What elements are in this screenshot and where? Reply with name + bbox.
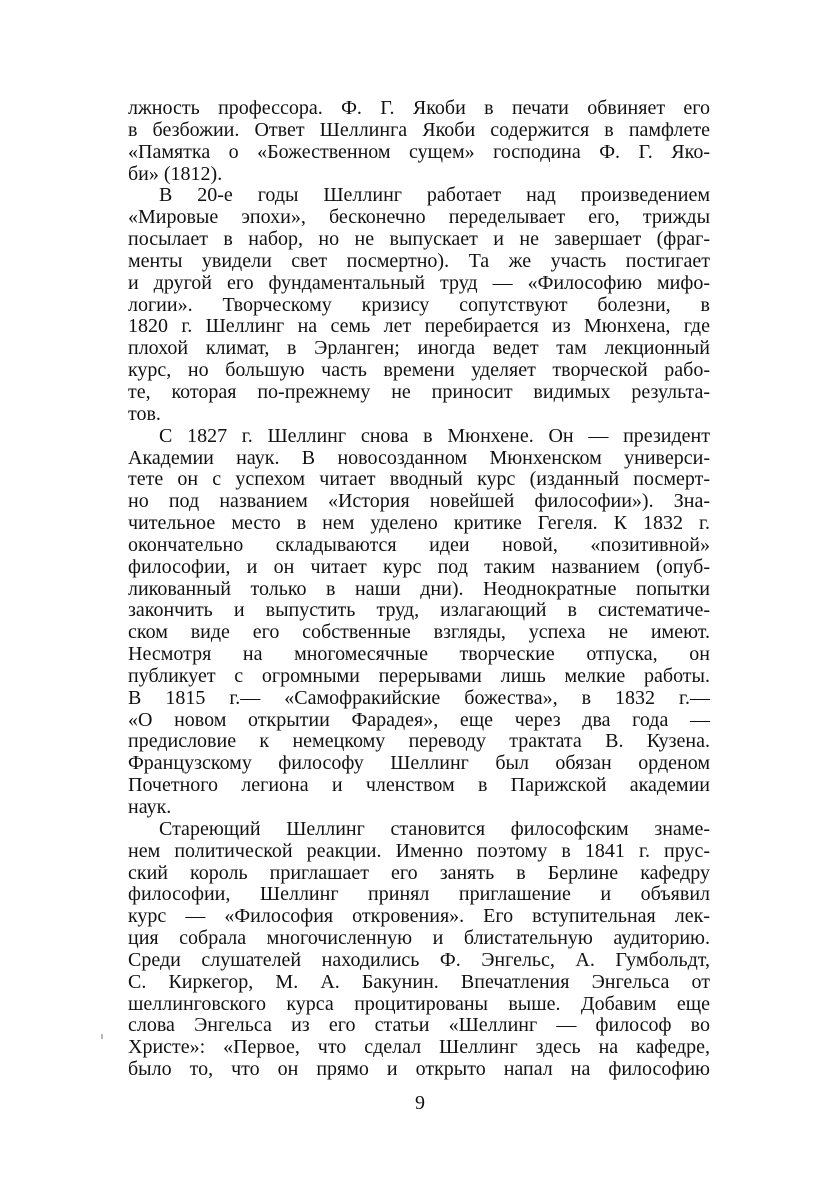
text-line: в безбожии. Ответ Шеллинга Якоби содержится в памфлете	[128, 118, 710, 141]
text-line: би» (1812).	[128, 162, 223, 185]
paragraph	[128, 185, 710, 425]
text-line: С 1827 г. Шеллинг снова в Мюнхене. Он — президент	[159, 424, 710, 447]
text-line: слова Энгельса из его статьи «Шеллинг — философ во	[128, 1014, 710, 1037]
text-line: было то, что он прямо и открыто напал на философию	[128, 1058, 710, 1081]
text-line: шеллинговского курса процитированы выше. Добавим еще	[128, 992, 710, 1015]
text-line: Стареющий Шеллинг становится философским знаме-	[159, 817, 710, 840]
text-line: те, которая по-прежнему не приносит видимых результа-	[128, 380, 710, 403]
text-line: «Мировые эпохи», бесконечно переделывает его, трижды	[128, 206, 710, 229]
text-line: «О новом открытии Фарадея», еще через два года —	[128, 708, 710, 731]
text-line: и другой его фундаментальный труд — «Философию мифо-	[128, 271, 710, 294]
text-line: наук.	[128, 796, 172, 818]
text-line: В 20-е годы Шеллинг работает над произведением	[159, 184, 710, 207]
text-line: ликованный только в наши дни). Неоднократные попытки	[128, 577, 710, 600]
text-line: Французскому философу Шеллинг был обязан орденом	[128, 752, 710, 775]
page-number: 9	[415, 1092, 425, 1114]
text-line: плохой климат, в Эрланген; иногда ведет там лекционный	[128, 337, 710, 360]
text-line: С. Киркегор, М. А. Бакунин. Впечатления Энгельса от	[128, 970, 710, 993]
text-line: ция собрала многочисленную и блистательную аудиторию.	[128, 927, 710, 950]
text-line: Христе»: «Первое, что сделал Шеллинг здесь на кафедре,	[128, 1036, 710, 1059]
text-line: чительное место в нем уделено критике Гегеля. К 1832 г.	[128, 512, 710, 535]
text-line: предисловие к немецкому переводу трактата В. Кузена.	[128, 730, 710, 753]
text-line: курс — «Философия откровения». Его вступительная лек-	[128, 905, 710, 928]
paragraph	[128, 98, 710, 185]
paragraph	[128, 426, 710, 819]
text-line: но под названием «История новейшей философии»). Зна-	[128, 490, 710, 513]
text-line: «Памятка о «Божественном сущем» господина Ф. Г. Яко-	[128, 140, 710, 163]
text-line: Среди слушателей находились Ф. Энгельс, А. Гумбольдт,	[128, 948, 710, 971]
text-line: 1820 г. Шеллинг на семь лет перебирается из Мюнхена, где	[128, 315, 710, 338]
text-line: ском виде его собственные взгляды, успеха не имеют.	[128, 621, 710, 644]
text-line: философии, Шеллинг принял приглашение и объявил	[128, 883, 710, 906]
text-line: нем политической реакции. Именно поэтому в 1841 г. прус-	[128, 839, 710, 862]
text-line: публикует с огромными перерывами лишь мелкие работы.	[128, 664, 710, 687]
text-line: философии, и он читает курс под таким названием (опуб-	[128, 555, 710, 578]
text-line: посылает в набор, но не выпускает и не завершает (фраг-	[128, 228, 710, 251]
text-line: закончить и выпустить труд, излагающий в систематиче-	[128, 599, 710, 622]
text-line: курс, но большую часть времени уделяет творческой рабо-	[128, 359, 710, 382]
text-line: В 1815 г.— «Самофракийские божества», в 1832 г.—	[128, 686, 710, 709]
text-line: лжность профессора. Ф. Г. Якоби в печати обвиняет его	[128, 97, 710, 119]
text-line: менты увидели свет посмертно). Та же участь постигает	[128, 249, 710, 272]
text-line: окончательно складываются идеи новой, «позитивной»	[128, 533, 710, 556]
text-line: логии». Творческому кризису сопутствуют болезни, в	[128, 293, 710, 316]
text-line: Несмотря на многомесячные творческие отпуска, он	[128, 643, 710, 666]
text-line: Почетного легиона и членством в Парижской академии	[128, 774, 710, 797]
text-line: ский король приглашает его занять в Берлине кафедру	[128, 861, 710, 884]
paragraph	[128, 819, 710, 1081]
text-line: Академии наук. В новосозданном Мюнхенском универси-	[128, 446, 710, 469]
scan-speck	[101, 1034, 103, 1039]
text-line: тете он с успехом читает вводный курс (изданный посмерт-	[128, 468, 710, 491]
text-line: тов.	[128, 402, 161, 425]
body-text	[128, 98, 710, 1081]
